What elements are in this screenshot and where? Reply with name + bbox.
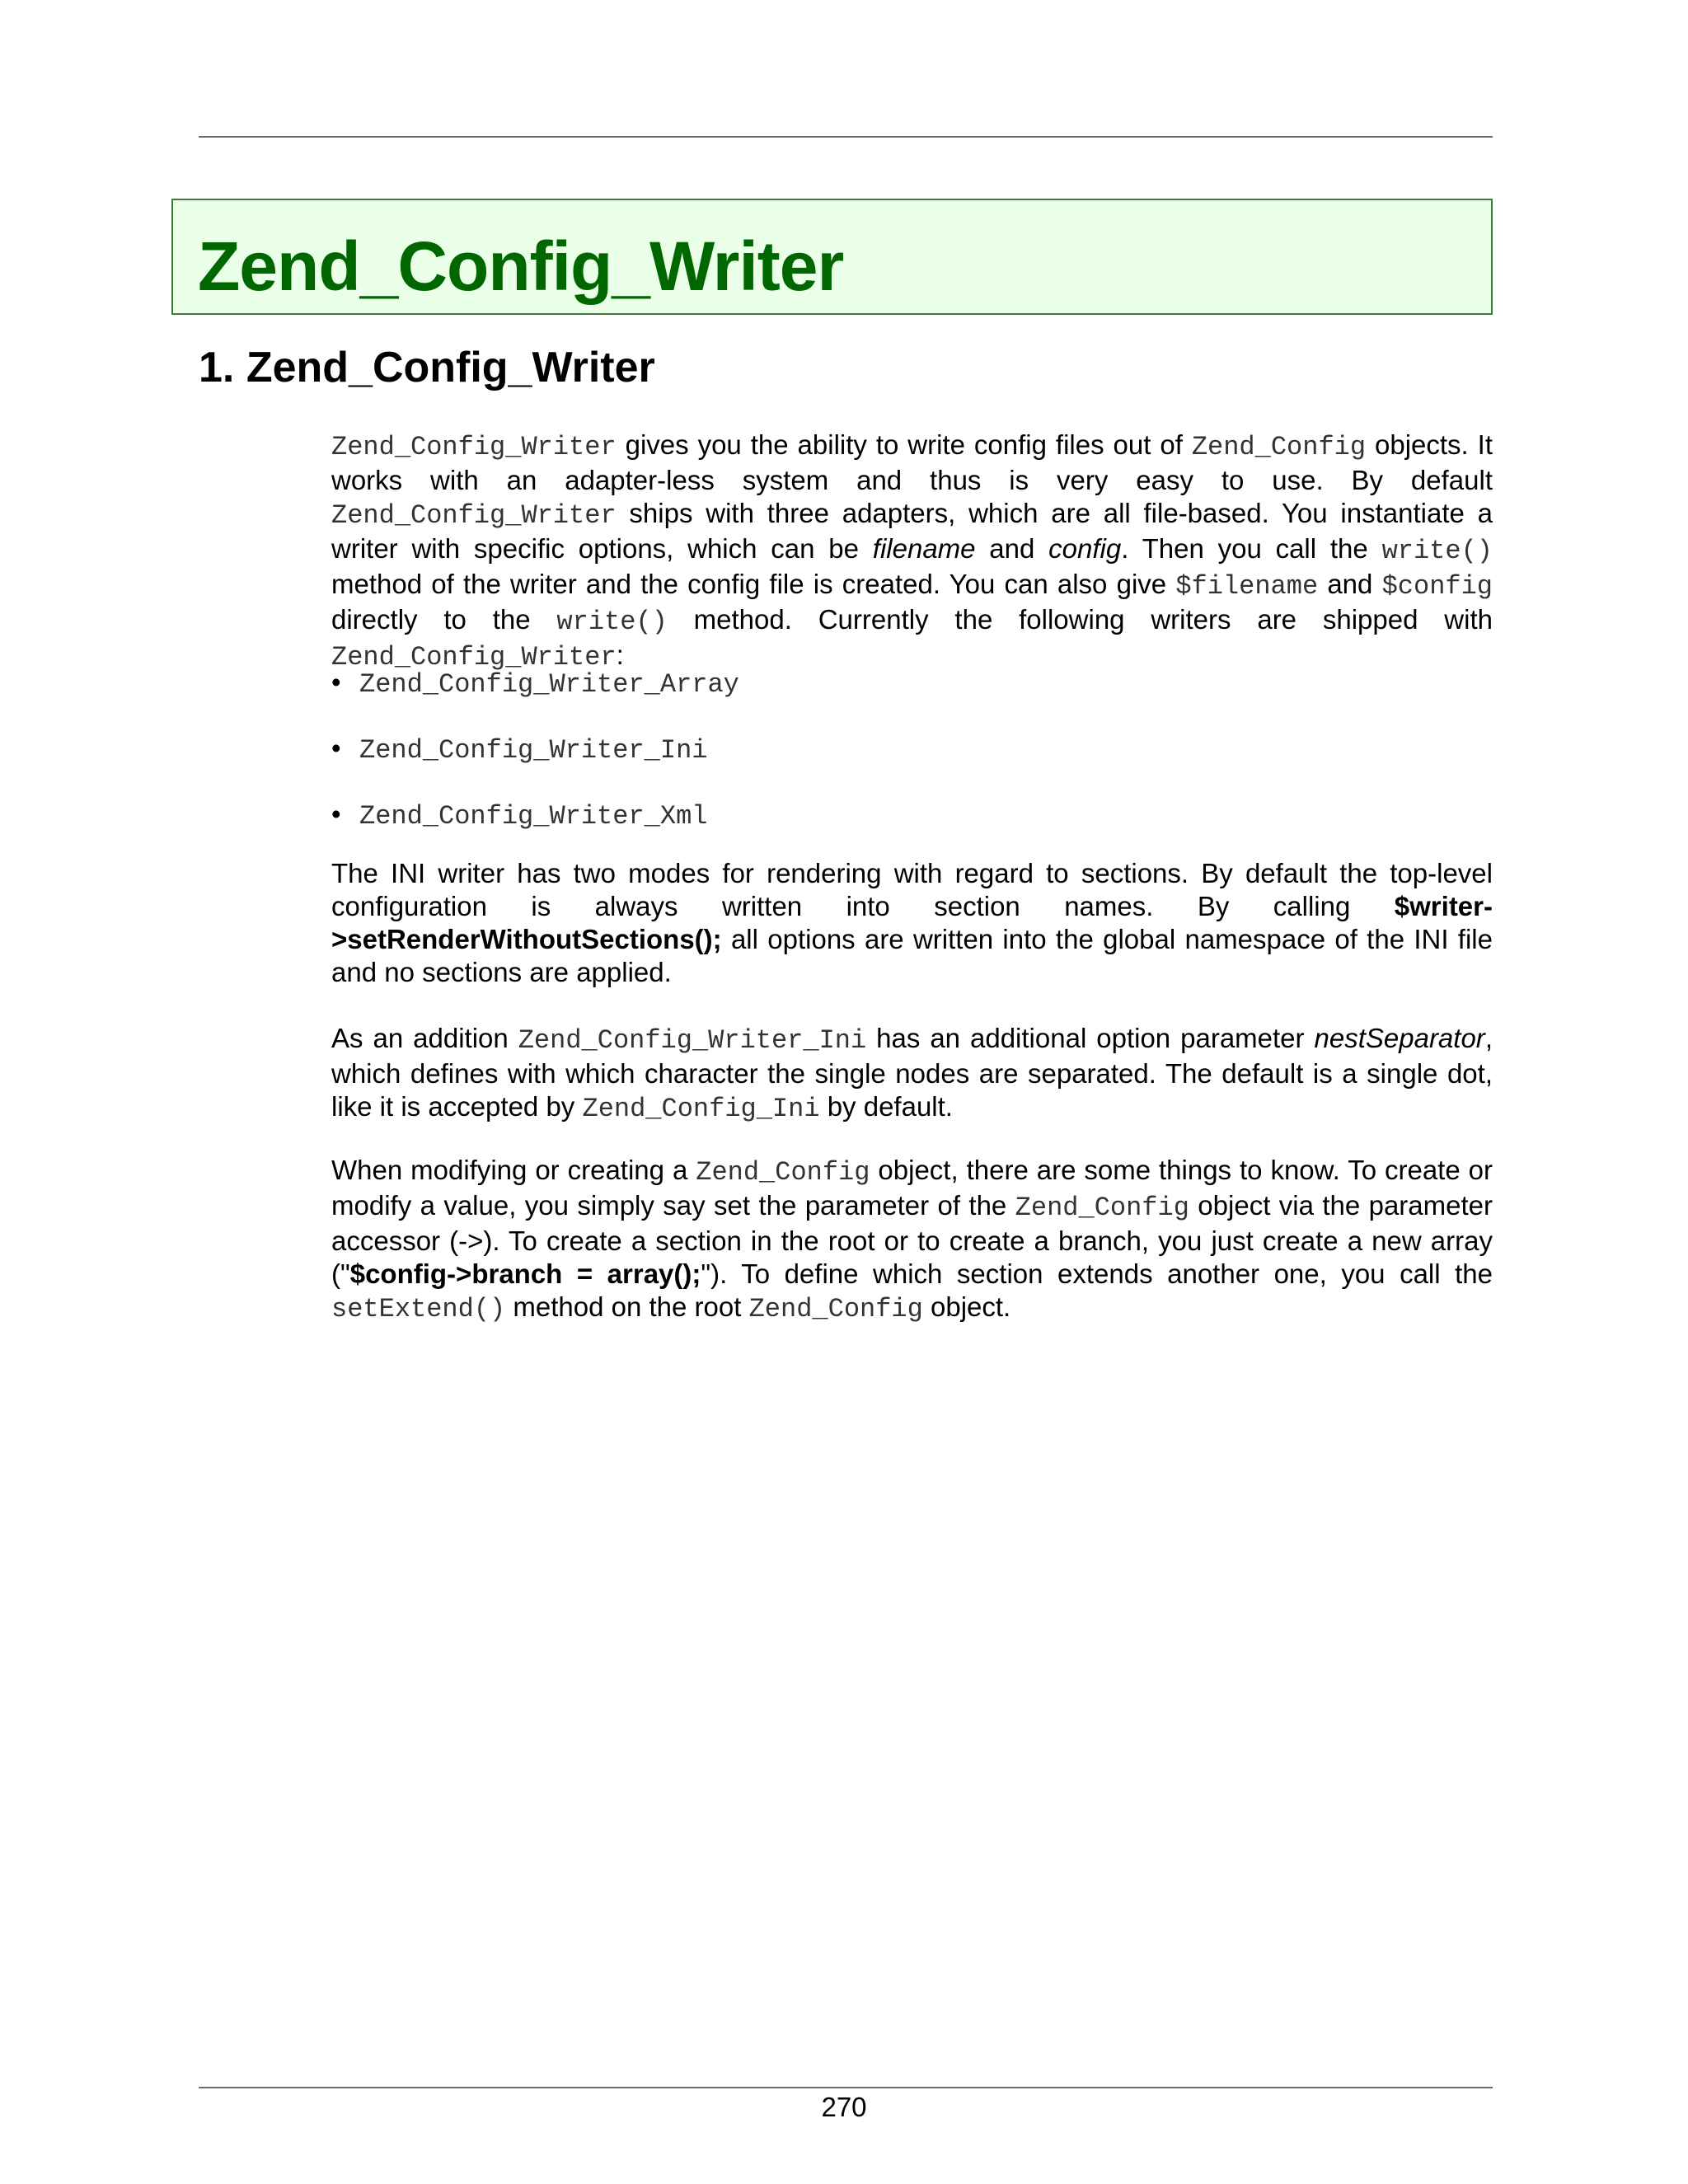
text-run: . Then you call the	[1121, 533, 1382, 564]
text-run: When modifying or creating a	[331, 1155, 696, 1185]
text-run: ships with three adapters, which are all file-based. You instantiate a writer with specific options, which can be	[331, 498, 1493, 564]
inline-code: setExtend()	[331, 1294, 506, 1324]
text-run: object via the parameter accessor (->). To create a section in the root or to create a branch, you just create a new array ("	[331, 1190, 1493, 1289]
bold-code: $writer->setRenderWithoutSections();	[331, 891, 1493, 954]
text-run: and	[1318, 569, 1382, 599]
inline-code: Zend_Config_Writer_Ini	[518, 1025, 867, 1056]
text-run: gives you the ability to write config files out of	[616, 429, 1192, 460]
text-run: method. Currently the following writers are shipped with	[667, 604, 1493, 635]
footer-rule	[199, 2087, 1493, 2088]
header-rule	[199, 136, 1493, 138]
inline-code: Zend_Config_Writer_Array	[359, 669, 739, 700]
text-run: method of the writer and the config file is created. You can also give	[331, 569, 1176, 599]
emphasis: nestSeparator	[1314, 1023, 1485, 1053]
text-run: directly to the	[331, 604, 557, 635]
text-run: has an additional option parameter	[866, 1023, 1315, 1053]
inline-code: write()	[1381, 536, 1493, 566]
inline-code: write()	[556, 607, 668, 637]
modify-config-paragraph-block	[331, 1154, 1493, 1326]
inline-code: Zend_Config_Writer_Ini	[359, 735, 708, 766]
emphasis: filename	[872, 533, 976, 564]
text-run: As an addition	[331, 1023, 518, 1053]
section-title: 1. Zend_Config_Writer	[199, 344, 655, 391]
inline-code: Zend_Config_Writer	[331, 642, 617, 673]
text-run: objects. It works with an adapter-less system and thus is very easy to use. By default	[331, 429, 1493, 495]
chapter-title: Zend_Config_Writer	[198, 227, 844, 305]
inline-code: Zend_Config	[696, 1157, 870, 1188]
intro-paragraph	[331, 429, 1493, 674]
text-run: all options are written into the global namespace of the INI file and no sections are applied.	[331, 924, 1493, 987]
inline-code: $filename	[1175, 571, 1319, 602]
bullet-icon: •	[331, 667, 341, 697]
text-run: object.	[922, 1291, 1011, 1322]
text-run: , which defines with which character the single nodes are separated. The default is a single dot, like it is accepted by	[331, 1023, 1493, 1122]
text-run: "). To define which section extends another one, you call the	[701, 1258, 1493, 1289]
list-item	[331, 732, 739, 798]
inline-code: Zend_Config_Ini	[582, 1094, 820, 1124]
text-run: by default.	[819, 1091, 953, 1122]
ini-modes-paragraph	[331, 857, 1493, 989]
bold-code: $config->branch = array();	[349, 1258, 701, 1289]
page-number: 270	[821, 2092, 867, 2122]
list-item	[331, 666, 739, 732]
inline-code: Zend_Config_Writer_Xml	[359, 801, 708, 832]
text-run: :	[616, 640, 624, 670]
text-run: method on the root	[505, 1291, 749, 1322]
writers-list	[331, 666, 739, 864]
inline-code: Zend_Config	[1191, 432, 1367, 462]
text-run: object, there are some things to know. To create or modify a value, you simply say set the parameter of the	[331, 1155, 1493, 1221]
nest-separator-paragraph	[331, 1022, 1493, 1126]
nest-separator-paragraph-block	[331, 1022, 1493, 1126]
text-run: The INI writer has two modes for rendering with regard to sections. By default the top-level configuration is always written into section names. By calling	[331, 858, 1493, 921]
chapter-title-box	[171, 199, 1493, 315]
list-item	[331, 798, 739, 864]
text-run: and	[975, 533, 1049, 564]
modify-config-paragraph	[331, 1154, 1493, 1326]
inline-code: Zend_Config_Writer	[331, 500, 617, 531]
inline-code: Zend_Config_Writer	[331, 432, 617, 462]
bullet-icon: •	[331, 733, 341, 763]
inline-code: Zend_Config	[748, 1294, 923, 1324]
ini-modes-paragraph-block	[331, 857, 1493, 989]
bullet-icon: •	[331, 799, 341, 829]
inline-code: Zend_Config	[1015, 1193, 1189, 1223]
emphasis: config	[1048, 533, 1122, 564]
inline-code: $config	[1381, 571, 1493, 602]
intro-paragraph-block	[331, 429, 1493, 674]
